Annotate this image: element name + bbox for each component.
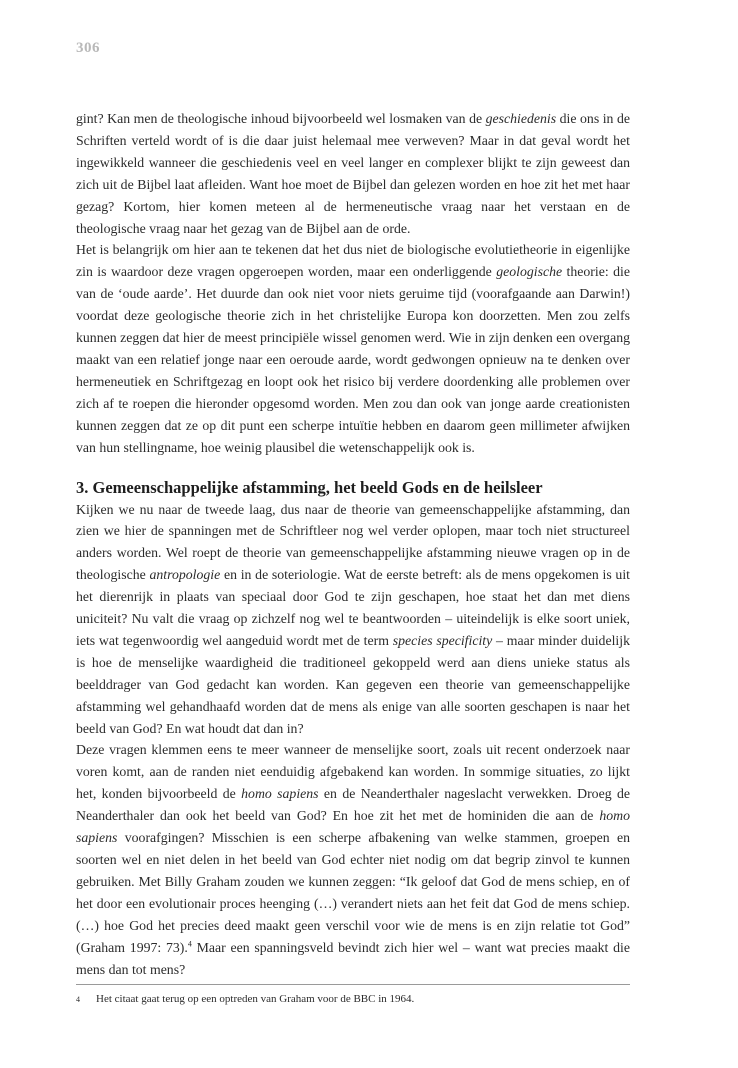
section-heading: 3. Gemeenschappelijke afstamming, het beeld Gods en de heilsleer <box>76 477 543 497</box>
footnote-text: Het citaat gaat terug op een optreden van Graham voor de BBC in 1964. <box>96 993 415 1005</box>
paragraph <box>76 239 630 458</box>
text-run: Maar een spanningsveld bevindt zich hier wel – want wat precies maakt die mens dan tot mens? <box>76 939 631 977</box>
text-run: – maar minder duidelijk is hoe de menselijke waardigheid die traditioneel gekoppeld werd aan diens unieke status als beelddrager van God gedacht kan worden. Kan gegeven een theorie van gemeenschappelijke afstamming wel gehandhaafd worden dat de mens als enige van alle soorten geschapen is naar het beeld van God? En wat houdt dat dan in? <box>76 632 630 736</box>
footnote-reference: 4 <box>187 939 192 949</box>
italic-term: geschiedenis <box>485 111 557 126</box>
page-number: 306 <box>76 40 100 56</box>
italic-term: species specificity <box>392 632 493 648</box>
italic-term: homo sapiens <box>241 786 319 802</box>
text-run: voorafgingen? Misschien is een scherpe afbakening van welke stammen, groepen en soorten wel en niet delen in het beeld van God echter niet nodig om dat begrip zinvol te kunnen gebruiken. Met Billy Graham zouden we kunnen zeggen: “Ik geloof dat God de mens schiep, en of het door een evolutionair proces heenging (…) verandert niets aan het feit dat God de mens schiep. (…) hoe God het precies deed maakt geen verschil voor wie de mens is en zijn relatie tot God” (Graham 1997: 73). <box>76 830 630 955</box>
text-run: Het is belangrijk om hier aan te tekenen dat het dus niet de biologische evolutietheorie in eigenlijke zin is waardoor deze vragen opgeroepen worden, maar een onderliggende <box>76 242 630 280</box>
main-text <box>76 108 630 980</box>
text-run: Kijken we nu naar de tweede laag, dus naar de theorie van gemeenschappelijke afstamming, dan zien we hier de spanningen met de Schriftleer nog wel verder oplopen, maar toch niet structureel anders worden. Wel roept de theorie van gemeenschappelijke afstamming nieuwe vragen op in de theologische <box>76 501 630 583</box>
italic-term: antropologie <box>149 567 221 583</box>
text-run: gint? Kan men de theologische inhoud bijvoorbeeld wel losmaken van de <box>76 111 486 126</box>
italic-term: geologische <box>496 264 563 280</box>
paragraph <box>76 108 630 239</box>
footnote-number: 4 <box>76 995 80 1004</box>
italic-term: homo sapiens <box>76 808 630 846</box>
footnote-divider <box>76 984 630 985</box>
text-run: en in de soteriologie. Wat de eerste betreft: als de mens opgekomen is uit het dierenrijk in plaats van speciaal door God te zijn geschapen, hoe staat het dan met diens uniciteit? Nu valt die vraag op zichzelf nog wel te beantwoorden – uiteindelijk is elke soort uniek, iets wat tegenwoordig wel aangeduid wordt met de term <box>76 567 630 648</box>
text-run: theorie: die van de ‘oude aarde’. Het duurde dan ook niet voor niets geruime tijd (voorafgaande aan Darwin!) voordat deze geologische theorie zich in het christelijke Europa kon doorzetten. Men zou zelfs kunnen zeggen dat hier de meest principiële wissel genomen werd. Wie in zijn denken een overgang maakt van een relatief jonge naar een oeroude aarde, wordt gedwongen opnieuw na te denken over hermeneutiek en Schriftgezag en loopt ook het risico bij verdere doordenking alle problemen over zich af te roepen die hieronder opgesomd worden. Men zou dan ook van jonge aarde creationisten kunnen zeggen dat ze op dit punt een scherpe intuïtie hebben en daarom geen millimeter afwijken van hun stellingname, hoe weinig plausibel die wetenschappelijk ook is. <box>76 264 630 455</box>
paragraph <box>76 739 630 980</box>
paragraph <box>76 499 630 740</box>
footnote <box>76 992 630 1007</box>
text-run: die ons in de Schriften verteld wordt of is die daar juist helemaal mee verweven? Maar in dat geval wordt het ingewikkeld wanneer die geschiedenis veel en veel langer en complexer blijkt te zijn geweest dan zich uit de Bijbel laat afleiden. Want hoe moet de Bijbel dan gelezen worden en hoe zit het met haar gezag? Kortom, hier komen meteen al de hermeneutische vraag naar het verstaan en de theologische vraag naar het gezag van de Bijbel aan de orde. <box>76 111 630 236</box>
text-run: en de Neanderthaler nageslacht verwekken. Droeg de Neanderthaler dan ook het beeld van God? En hoe zit het met de hominiden die aan de <box>76 786 630 824</box>
text-run: Deze vragen klemmen eens te meer wanneer de menselijke soort, zoals uit recent onderzoek naar voren komt, aan de randen niet eenduidig afgebakend kan worden. In sommige situaties, zo lijkt het, konden bijvoorbeeld de <box>76 742 630 802</box>
